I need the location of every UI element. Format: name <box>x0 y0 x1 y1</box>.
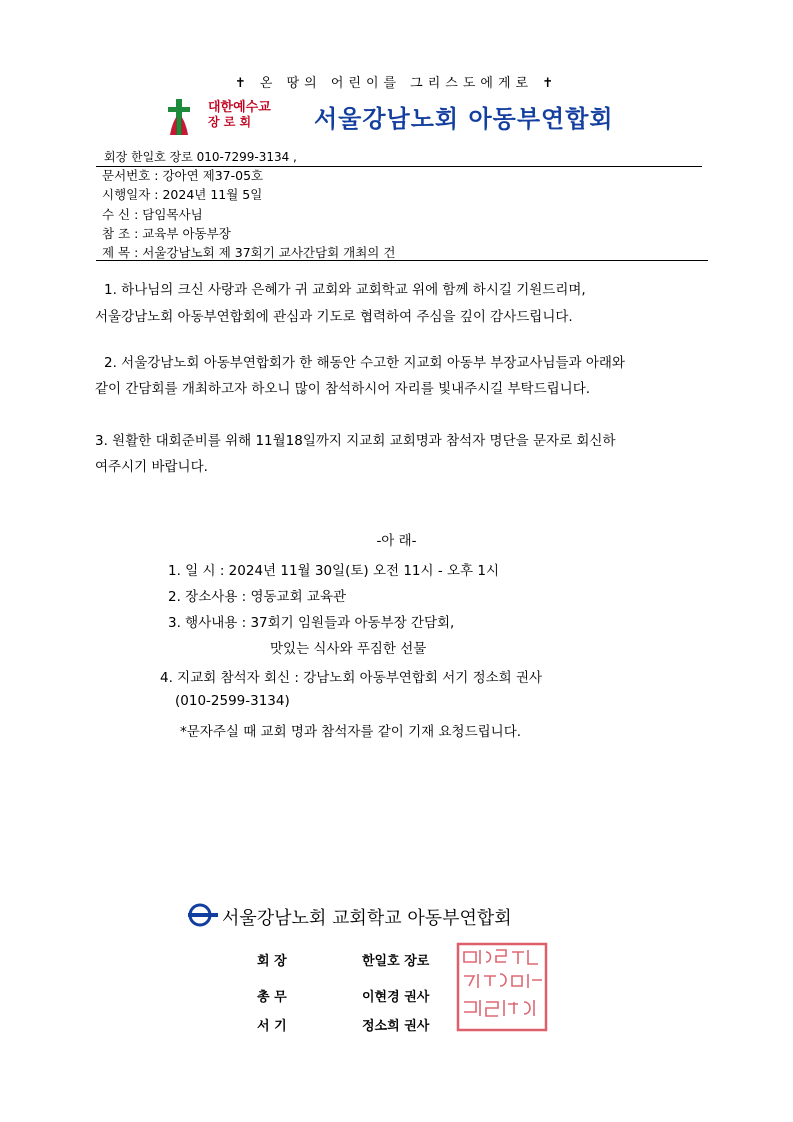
paragraph-1-line-2: 서울강남노회 아동부연합회에 관심과 기도로 협력하여 주심을 깊이 감사드립니다. <box>95 309 573 325</box>
details-heading: -아 래- <box>376 533 417 549</box>
org-title: 서울강남노회 아동부연합회 <box>314 105 614 133</box>
detail-program-cont: 맛있는 식사와 푸짐한 선물 <box>270 641 427 657</box>
motto: ✝ 온 땅의 어린이를 그리스도에게로 ✝ <box>234 76 559 91</box>
reference: 참 조 : 교육부 아동부장 <box>102 226 231 241</box>
detail-datetime: 1. 일 시 : 2024년 11월 30일(토) 오전 11시 - 오후 1시 <box>168 563 500 579</box>
sig-title-secretary-general: 총 무 <box>257 990 287 1005</box>
sig-title-clerk: 서 기 <box>257 1019 287 1034</box>
denomination-line2: 장 로 회 <box>208 115 252 129</box>
president-line: 회장 한일호 장로 010-7299-3134 , <box>104 150 297 164</box>
detail-note: *문자주실 때 교회 명과 참석자를 같이 기재 요청드립니다. <box>180 724 522 740</box>
detail-venue: 2. 장소사용 : 영동교회 교육관 <box>168 589 347 605</box>
church-cross-logo-icon <box>166 99 192 135</box>
paragraph-2-line-1: 2. 서울강남노회 아동부연합회가 한 해동안 수고한 지교회 아동부 부장교사님들과 아래와 <box>104 355 625 371</box>
doc-number: 문서번호 : 강아연 제37-05호 <box>102 168 264 183</box>
sig-name-president: 한일호 장로 <box>362 954 430 969</box>
detail-program: 3. 행사내용 : 37회기 임원들과 아동부장 간담회, <box>168 615 455 631</box>
detail-reply-phone: (010-2599-3134) <box>175 693 290 709</box>
detail-reply: 4. 지교회 참석자 회신 : 강남노회 아동부연합회 서기 정소희 권사 <box>160 670 543 686</box>
official-seal-stamp <box>456 942 548 1032</box>
sig-name-clerk: 정소희 권사 <box>362 1019 430 1034</box>
denomination-line1: 대한예수교 <box>208 100 271 115</box>
paragraph-2-line-2: 같이 간담회를 개최하고자 하오니 많이 참석하시어 자리를 빛내주시길 부탁드립니다. <box>95 381 591 397</box>
paragraph-3-line-2: 여주시기 바랍니다. <box>95 459 208 475</box>
sig-title-president: 회 장 <box>257 954 287 969</box>
subject-rule <box>96 260 708 261</box>
paragraph-1-line-1: 1. 하나님의 크신 사랑과 은혜가 귀 교회와 교회학교 위에 함께 하시길 기원드리며, <box>104 282 586 298</box>
org-emblem-icon <box>188 903 218 927</box>
denomination-name <box>208 100 271 130</box>
sig-name-secretary-general: 이현경 권사 <box>362 990 430 1005</box>
footer-org-name: 서울강남노회 교회학교 아동부연합회 <box>222 908 512 929</box>
issue-date: 시행일자 : 2024년 11월 5일 <box>102 187 263 202</box>
subject: 제 목 : 서울강남노회 제 37회기 교사간담회 개최의 건 <box>102 245 396 260</box>
paragraph-3-line-1: 3. 원활한 대회준비를 위해 11월18일까지 지교회 교회명과 참석자 명단을 문자로 회신하 <box>95 433 616 449</box>
recipient: 수 신 : 담임목사님 <box>102 207 203 222</box>
